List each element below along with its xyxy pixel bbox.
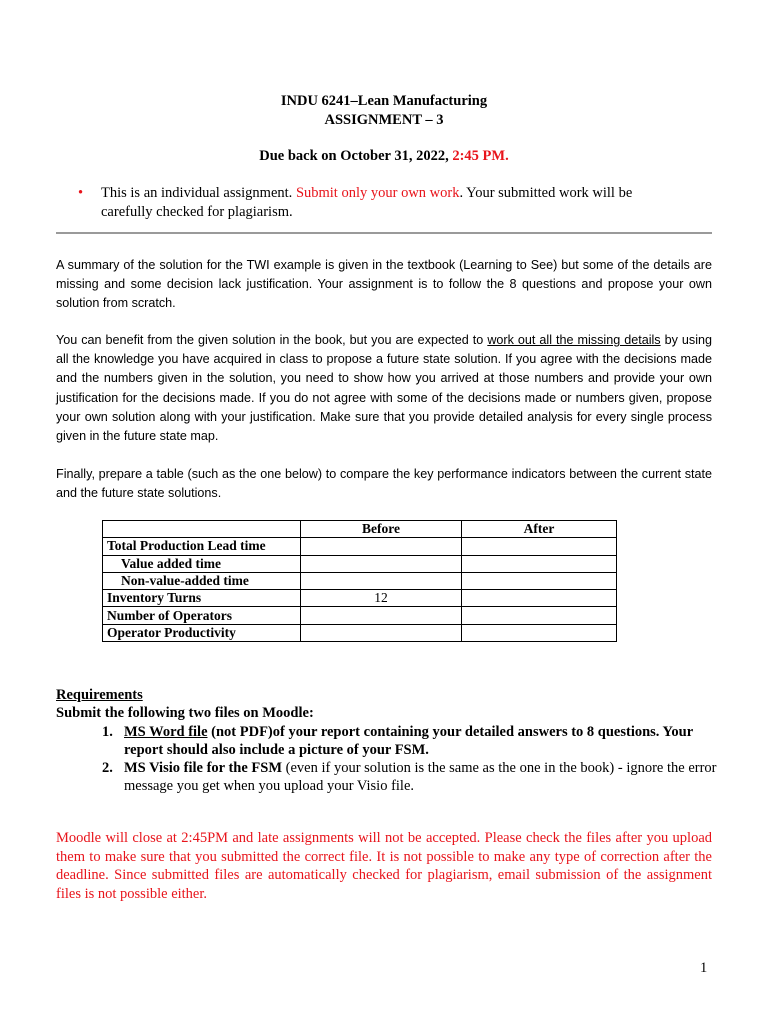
table-cell-after	[462, 590, 617, 607]
due-time: 2:45 PM.	[452, 148, 509, 164]
table-cell-before	[301, 624, 462, 641]
due-date-prefix: Due back on October 31, 2022,	[259, 148, 453, 164]
table-row	[103, 538, 617, 555]
table-row	[103, 590, 617, 607]
requirements-subtitle: Submit the following two files on Moodle:	[56, 705, 314, 721]
table-cell-after	[462, 555, 617, 572]
table-cell-after	[462, 572, 617, 589]
bullet-text	[101, 184, 681, 222]
table-row	[103, 555, 617, 572]
requirement-word-rest: (not PDF)of your report containing your detailed answers to 8 questions. Your report should also include a picture of your FSM.	[124, 724, 693, 758]
requirements-heading: Requirements	[56, 687, 143, 703]
table-cell-before	[301, 555, 462, 572]
deadline-notice: Moodle will close at 2:45PM and late assignments will not be accepted. Please check the files after you upload them to make sure that you submitted the correct file. It is not possible to make any type of correction after the deadline. Since submitted files are automatically checked for plagiarism, email submission of the assignment files is not possible either.	[56, 830, 712, 902]
table-row-label: Number of Operators	[103, 607, 301, 624]
table-header-empty	[103, 521, 301, 538]
bullet-text-red: Submit only your own work	[295, 185, 460, 201]
ms-word-file-label: MS Word file	[124, 724, 208, 740]
requirement-visio-rest: (even if your solution is the same as the one in the book) - ignore the error message you get when you upload your Visio file.	[124, 760, 717, 794]
due-date	[0, 148, 768, 165]
section-divider	[56, 232, 712, 234]
table-cell-before	[301, 538, 462, 555]
bullet-text-a: This is an individual assignment.	[101, 185, 296, 201]
table-row-label: Value added time	[103, 555, 301, 572]
table-row-label: Total Production Lead time	[103, 538, 301, 555]
requirement-text	[124, 723, 724, 759]
table-header-row	[103, 521, 617, 538]
table-row	[103, 624, 617, 641]
bullet-text-b: . Your submitted work will be carefully checked for plagiarism.	[101, 185, 633, 220]
table-row-label: Inventory Turns	[103, 590, 301, 607]
requirement-number: 1.	[102, 724, 113, 740]
table-row	[103, 572, 617, 589]
table-cell-after	[462, 607, 617, 624]
course-title: INDU 6241–Lean Manufacturing	[280, 93, 488, 109]
paragraph-instructions-a: You can benefit from the given solution in the book, but you are expected to	[56, 333, 488, 347]
table-row-label: Operator Productivity	[103, 624, 301, 641]
table-cell-before	[301, 572, 462, 589]
paragraph-instructions	[56, 331, 712, 446]
table-cell-after	[462, 538, 617, 555]
assignment-title: ASSIGNMENT – 3	[324, 112, 444, 128]
table-row-label: Non-value-added time	[103, 572, 301, 589]
kpi-table	[102, 520, 617, 642]
bullet-icon: •	[78, 185, 84, 201]
paragraph-summary: A summary of the solution for the TWI example is given in the textbook (Learning to See) but some of the details are missing and some decision lack justification. Your assignment is to follow the 8 questions and propose your own solution from scratch.	[56, 258, 712, 311]
paragraph-instructions-b: by using all the knowledge you have acquired in class to propose a future state solution. If you agree with the decisions made and the numbers given in the solution, you need to show how you arrived at those numbers and provide your own justification for the decisions made. If you do not agree with some of the decisions made or numbers given, propose your own solution along with your justification. Make sure that you provide detailed analysis for every single process given in the future state map.	[56, 333, 713, 444]
table-cell-before	[301, 607, 462, 624]
table-header-before: Before	[301, 521, 462, 538]
missing-details-underline: work out all the missing details	[487, 333, 661, 347]
paragraph-table-intro: Finally, prepare a table (such as the one below) to compare the key performance indicators between the current state and the future state solutions.	[56, 467, 712, 501]
table-header-after: After	[462, 521, 617, 538]
requirement-number: 2.	[102, 760, 113, 776]
requirement-text	[124, 759, 724, 795]
table-cell-before: 12	[301, 590, 462, 607]
table-row	[103, 607, 617, 624]
ms-visio-file-label: MS Visio file for the FSM	[124, 760, 283, 776]
table-cell-after	[462, 624, 617, 641]
page-number: 1	[700, 960, 708, 976]
